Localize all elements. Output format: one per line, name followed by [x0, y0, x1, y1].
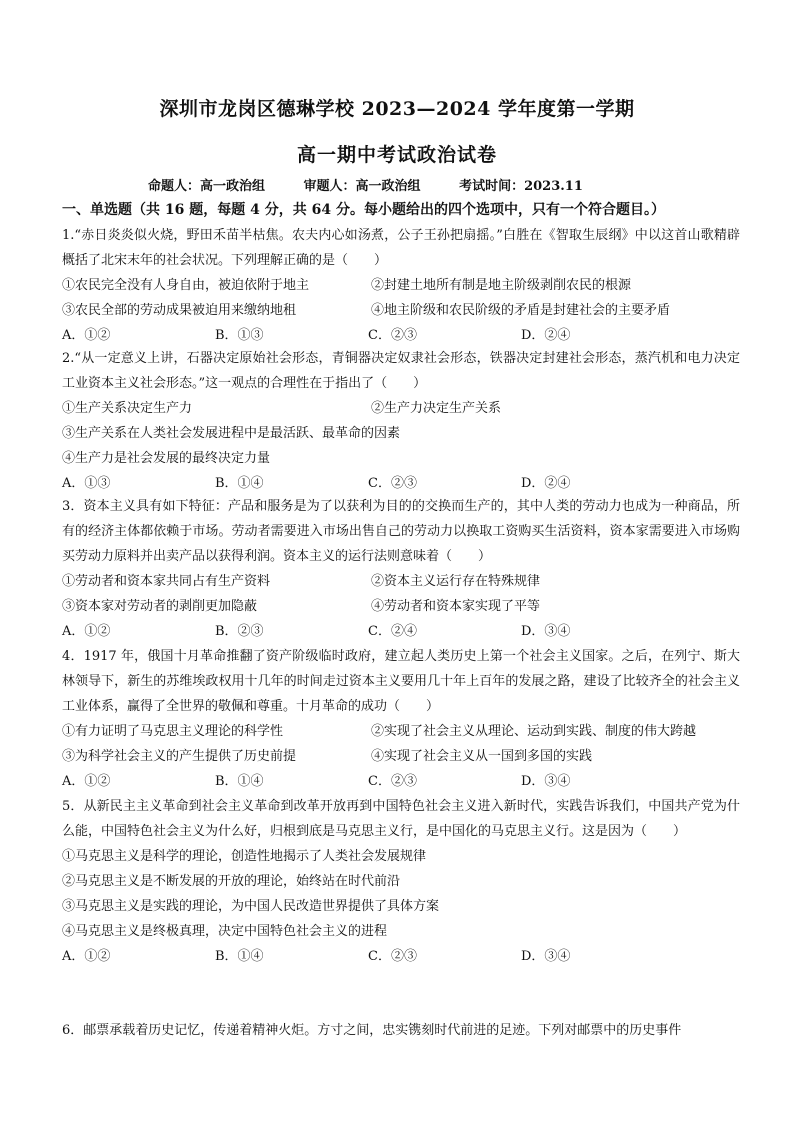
answer-a: A．①② — [62, 328, 111, 343]
answer-d: D．③④ — [521, 949, 571, 964]
option-3: ③马克思主义是实践的理论，为中国人民改造世界提供了具体方案 — [62, 899, 440, 914]
answer-b: B．①④ — [215, 774, 264, 789]
exam-subtitle: 高一期中考试政治试卷 — [296, 144, 497, 166]
option-2: ②生产力决定生产关系 — [371, 401, 502, 416]
option-2: ②实现了社会主义从理论、运动到实践、制度的伟大跨越 — [371, 724, 697, 739]
answer-b: B．①④ — [215, 476, 264, 491]
option-4: ④马克思主义是终极真理，决定中国特色社会主义的进程 — [62, 924, 388, 939]
question-2 — [62, 346, 740, 496]
answer-c: C．②④ — [368, 624, 417, 639]
section-heading: 一、单选题（共 16 题，每题 4 分，共 64 分。每小题给出的四个选项中，只有一个符合题目。） — [62, 202, 665, 218]
option-1: ①生产关系决定生产力 — [62, 401, 193, 416]
exam-time-label: 考试时间：2023.11 — [459, 179, 583, 194]
answer-a: A．①② — [62, 624, 111, 639]
question-stem: 2.“从一定意义上讲，石器决定原始社会形态，青铜器决定奴隶社会形态，铁器决定封建社会形态，蒸汽机和电力决定工业资本主义社会形态。”这一观点的合理性在于指出了（ ） — [62, 351, 740, 391]
option-1: ①农民完全没有人身自由，被迫依附于地主 — [62, 278, 310, 293]
question-stem: 3．资本主义具有如下特征：产品和服务是为了以获利为目的的交换而生产的，其中人类的劳动力也成为一种商品，所有的经济主体都依赖于市场。劳动者需要进入市场出售自己的劳动力以换取工资购买生活资料，资本家需要进入市场购买劳动力原料并出卖产品以获得利润。资本主义的运行法则意味着（ ） — [62, 499, 740, 564]
option-1: ①劳动者和资本家共同占有生产资料 — [62, 574, 271, 589]
answer-d: D．②④ — [521, 476, 571, 491]
answer-b: B．②③ — [215, 624, 264, 639]
question-stem: 1.“赤日炎炎似火烧，野田禾苗半枯焦。农夫内心如汤煮，公子王孙把扇摇。”白胜在《智取生辰纲》中以这首山歌精辟概括了北宋末年的社会状况。下列理解正确的是（ ） — [62, 228, 740, 268]
option-4: ④地主阶级和农民阶级的矛盾是封建社会的主要矛盾 — [371, 303, 671, 318]
question-3 — [62, 494, 740, 644]
answer-d: D．③④ — [521, 624, 571, 639]
option-2: ②资本主义运行存在特殊规律 — [371, 574, 541, 589]
option-3: ③生产关系在人类社会发展进程中是最活跃、最革命的因素 — [62, 426, 401, 441]
option-1: ①马克思主义是科学的理论，创造性地揭示了人类社会发展规律 — [62, 849, 427, 864]
option-2: ②封建土地所有制是地主阶级剥削农民的根源 — [371, 278, 632, 293]
answer-c: C．②③ — [368, 328, 417, 343]
option-3: ③为科学社会主义的产生提供了历史前提 — [62, 749, 297, 764]
answer-a: A．①② — [62, 774, 111, 789]
answer-c: C．②③ — [368, 774, 417, 789]
option-2: ②马克思主义是不断发展的开放的理论，始终站在时代前沿 — [62, 874, 401, 889]
question-stem: 4．1917 年，俄国十月革命推翻了资产阶级临时政府，建立起人类历史上第一个社会主义国家。之后，在列宁、斯大林领导下，新生的苏维埃政权用十几年的时间走过资本主义要用几十年上百年的发展之路，建设了比较齐全的社会主义工业体系，赢得了全世界的敬佩和尊重。十月革命的成功（ ） — [62, 649, 740, 714]
option-4: ④生产力是社会发展的最终决定力量 — [62, 451, 271, 466]
question-6 — [62, 1018, 740, 1043]
answer-c: C．②③ — [368, 949, 417, 964]
setter-label: 命题人：高一政治组 — [148, 179, 266, 194]
answer-c: C．②③ — [368, 476, 417, 491]
reviewer-label: 审题人：高一政治组 — [303, 179, 421, 194]
answer-d: D．②④ — [521, 328, 571, 343]
option-1: ①有力证明了马克思主义理论的科学性 — [62, 724, 284, 739]
question-stem: 6．邮票承载着历史记忆，传递着精神火炬。方寸之间，忠实镌刻时代前进的足迹。下列对邮票中的历史事件 — [62, 1023, 682, 1038]
answer-d: D．③④ — [521, 774, 571, 789]
option-3: ③农民全部的劳动成果被迫用来缴纳地租 — [62, 303, 297, 318]
question-5 — [62, 794, 740, 969]
exam-title: 深圳市龙岗区德琳学校 2023—2024 学年度第一学期 — [159, 98, 635, 120]
answer-a: A．①② — [62, 949, 111, 964]
answer-b: B．①③ — [215, 328, 264, 343]
question-4 — [62, 644, 740, 794]
option-4: ④劳动者和资本家实现了平等 — [371, 599, 541, 614]
question-stem: 5．从新民主主义革命到社会主义革命到改革开放再到中国特色社会主义进入新时代，实践告诉我们，中国共产党为什么能，中国特色社会主义为什么好，归根到底是马克思主义行，是中国化的马克思主义行。这是因为（ ） — [62, 799, 740, 839]
answer-b: B．①④ — [215, 949, 264, 964]
answer-a: A．①③ — [62, 476, 111, 491]
exam-meta — [148, 175, 748, 194]
question-1 — [62, 223, 740, 348]
option-4: ④实现了社会主义从一国到多国的实践 — [371, 749, 593, 764]
option-3: ③资本家对劳动者的剥削更加隐蔽 — [62, 599, 258, 614]
